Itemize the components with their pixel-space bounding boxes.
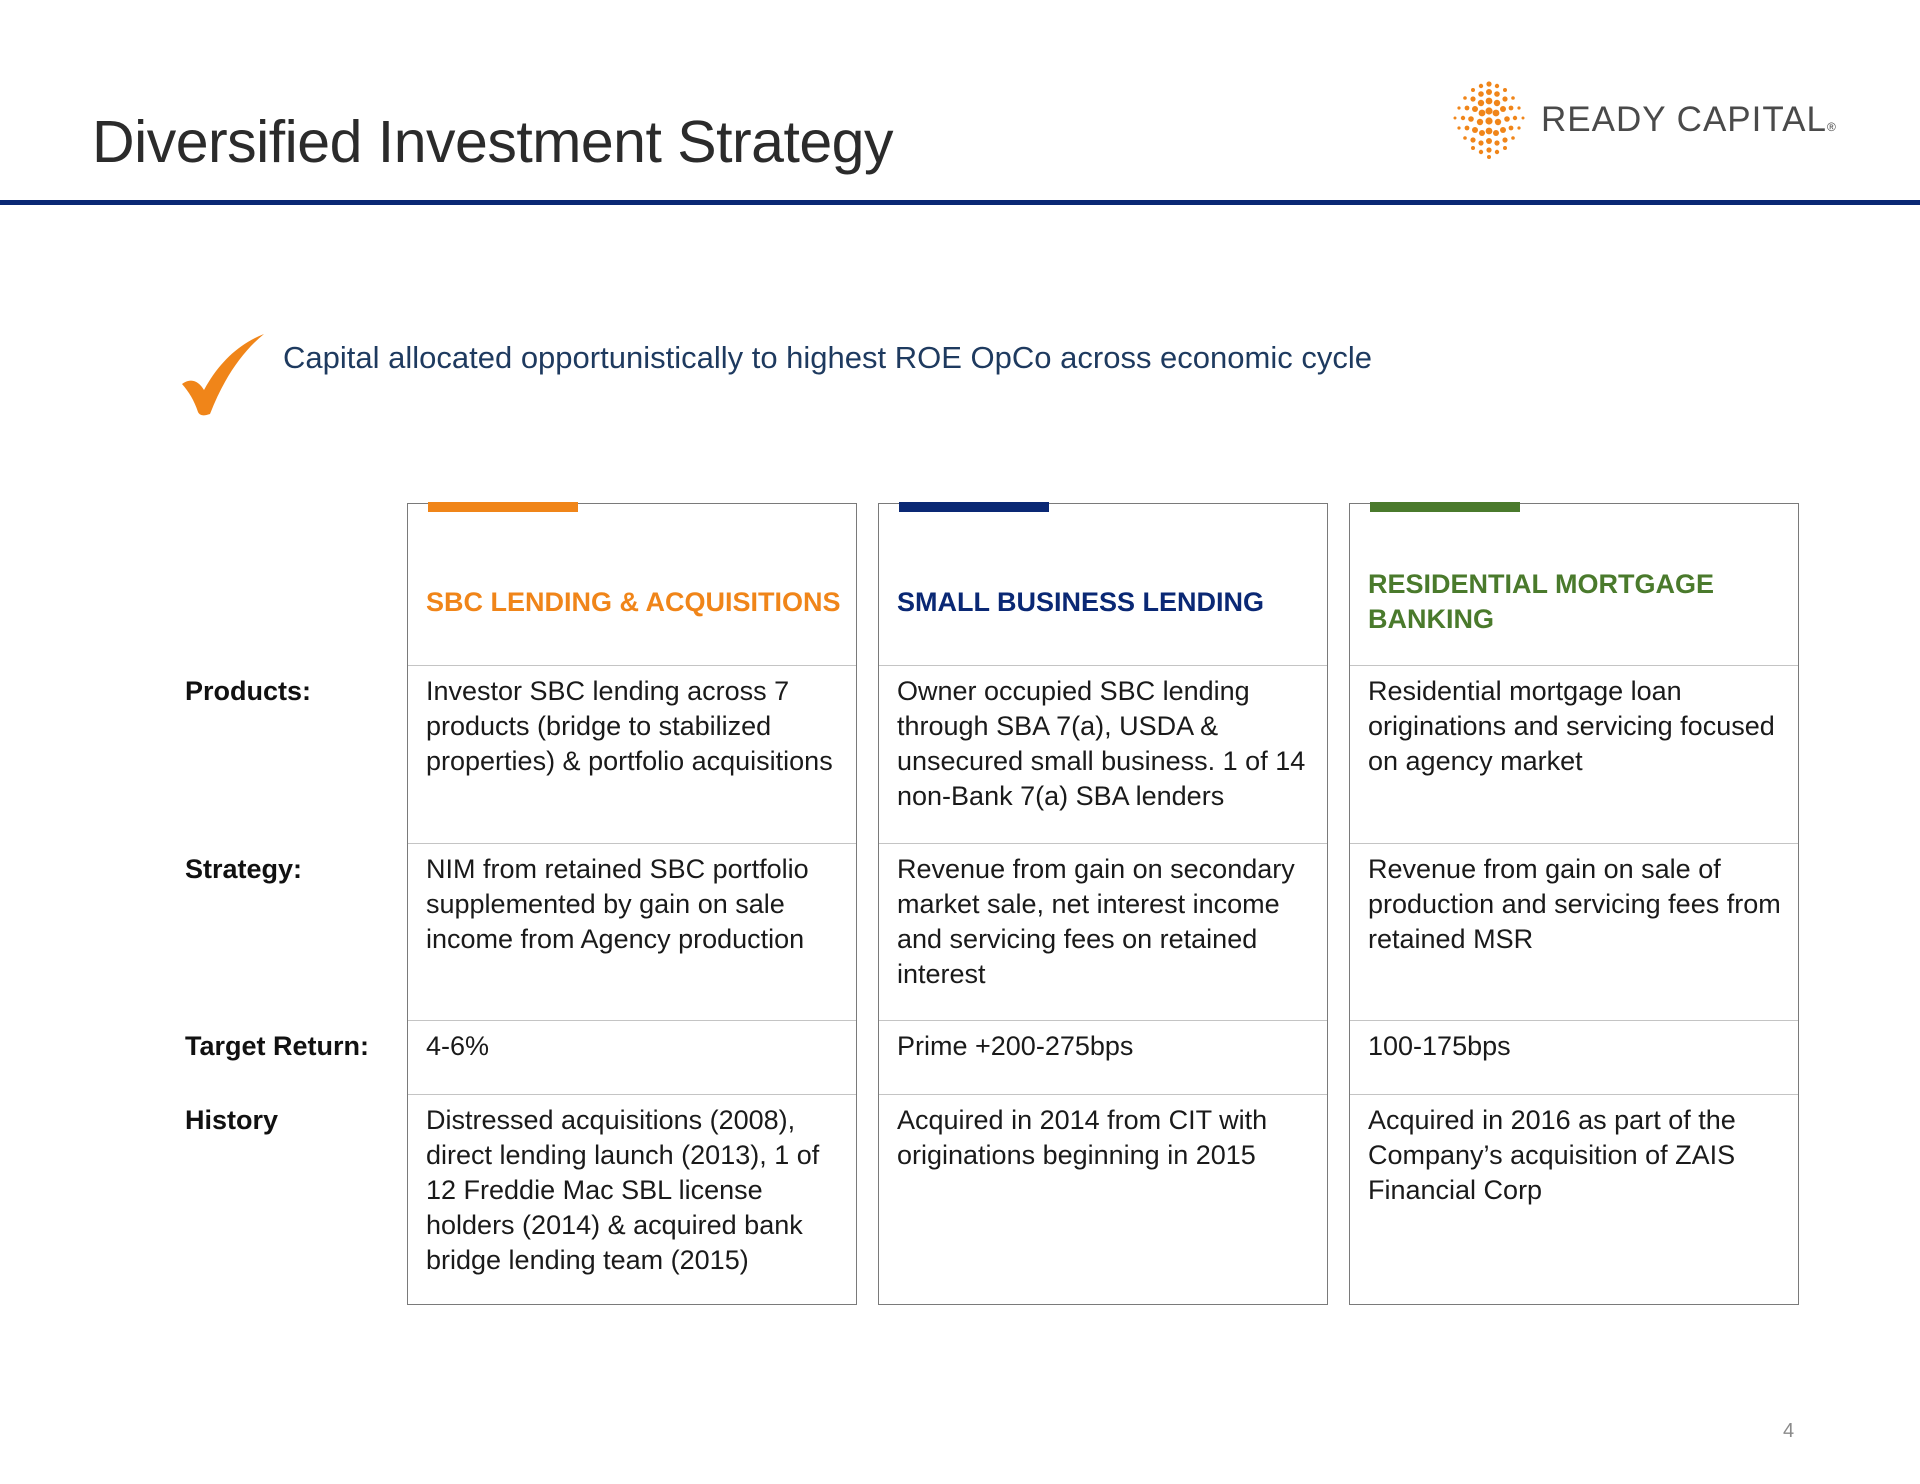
column-sbc-lending [407,503,857,1305]
column-title: SBC LENDING & ACQUISITIONS [426,586,841,617]
history-cell: Distressed acquisitions (2008), direct lending launch (2013), 1 of 12 Freddie Mac SBL license holders (2014) & acquired bank bridge lending team (2015) [426,1105,820,1275]
strategy-cell: Revenue from gain on sale of production and servicing fees from retained MSR [1368,854,1781,954]
divider [408,665,856,666]
row-label-history: History [185,1105,279,1135]
divider [408,843,856,844]
column-small-business-lending [878,503,1328,1305]
strategy-cell: NIM from retained SBC portfolio supplemented by gain on sale income from Agency production [426,854,809,954]
title-rule [0,200,1920,205]
row-label-target-return: Target Return: [185,1031,370,1061]
target-return-cell: Prime +200-275bps [897,1031,1134,1061]
ready-capital-logo [1447,78,1847,158]
page-number: 4 [1783,1420,1795,1442]
products-cell: Owner occupied SBC lending through SBA 7(a), USDA & unsecured small business. 1 of 14 non-Bank 7(a) SBA lenders [897,676,1306,811]
page-title: Diversified Investment Strategy [92,109,893,175]
logo-registered-mark: ® [1826,120,1837,134]
column-accent-bar [428,502,578,512]
logo-dot-grid-icon [1447,78,1531,162]
column-residential-mortgage-banking [1349,503,1799,1305]
column-accent-bar [1370,502,1520,512]
divider [879,843,1327,844]
history-cell: Acquired in 2016 as part of the Company’s acquisition of ZAIS Financial Corp [1368,1105,1736,1205]
divider [879,1020,1327,1021]
divider [879,665,1327,666]
target-return-cell: 100-175bps [1368,1031,1511,1061]
history-cell: Acquired in 2014 from CIT with originations beginning in 2015 [897,1105,1268,1170]
divider [408,1094,856,1095]
divider [1350,665,1798,666]
column-title: RESIDENTIAL MORTGAGE BANKING [1368,569,1715,634]
divider [408,1020,856,1021]
column-title: SMALL BUSINESS LENDING [897,586,1265,617]
strategy-cell: Revenue from gain on secondary market sale, net interest income and servicing fees on retained interest [897,854,1295,989]
row-label-strategy: Strategy: [185,854,303,884]
check-icon [180,334,266,418]
column-accent-bar [899,502,1049,512]
products-cell: Investor SBC lending across 7 products (bridge to stabilized properties) & portfolio acquisitions [426,676,833,776]
products-cell: Residential mortgage loan originations and servicing focused on agency market [1368,676,1775,776]
tagline: Capital allocated opportunistically to highest ROE OpCo across economic cycle [283,340,1372,375]
divider [879,1094,1327,1095]
target-return-cell: 4-6% [426,1031,490,1061]
divider [1350,843,1798,844]
divider [1350,1094,1798,1095]
logo-wordmark: READY CAPITAL® [1541,100,1837,139]
row-label-products: Products: [185,676,312,706]
divider [1350,1020,1798,1021]
